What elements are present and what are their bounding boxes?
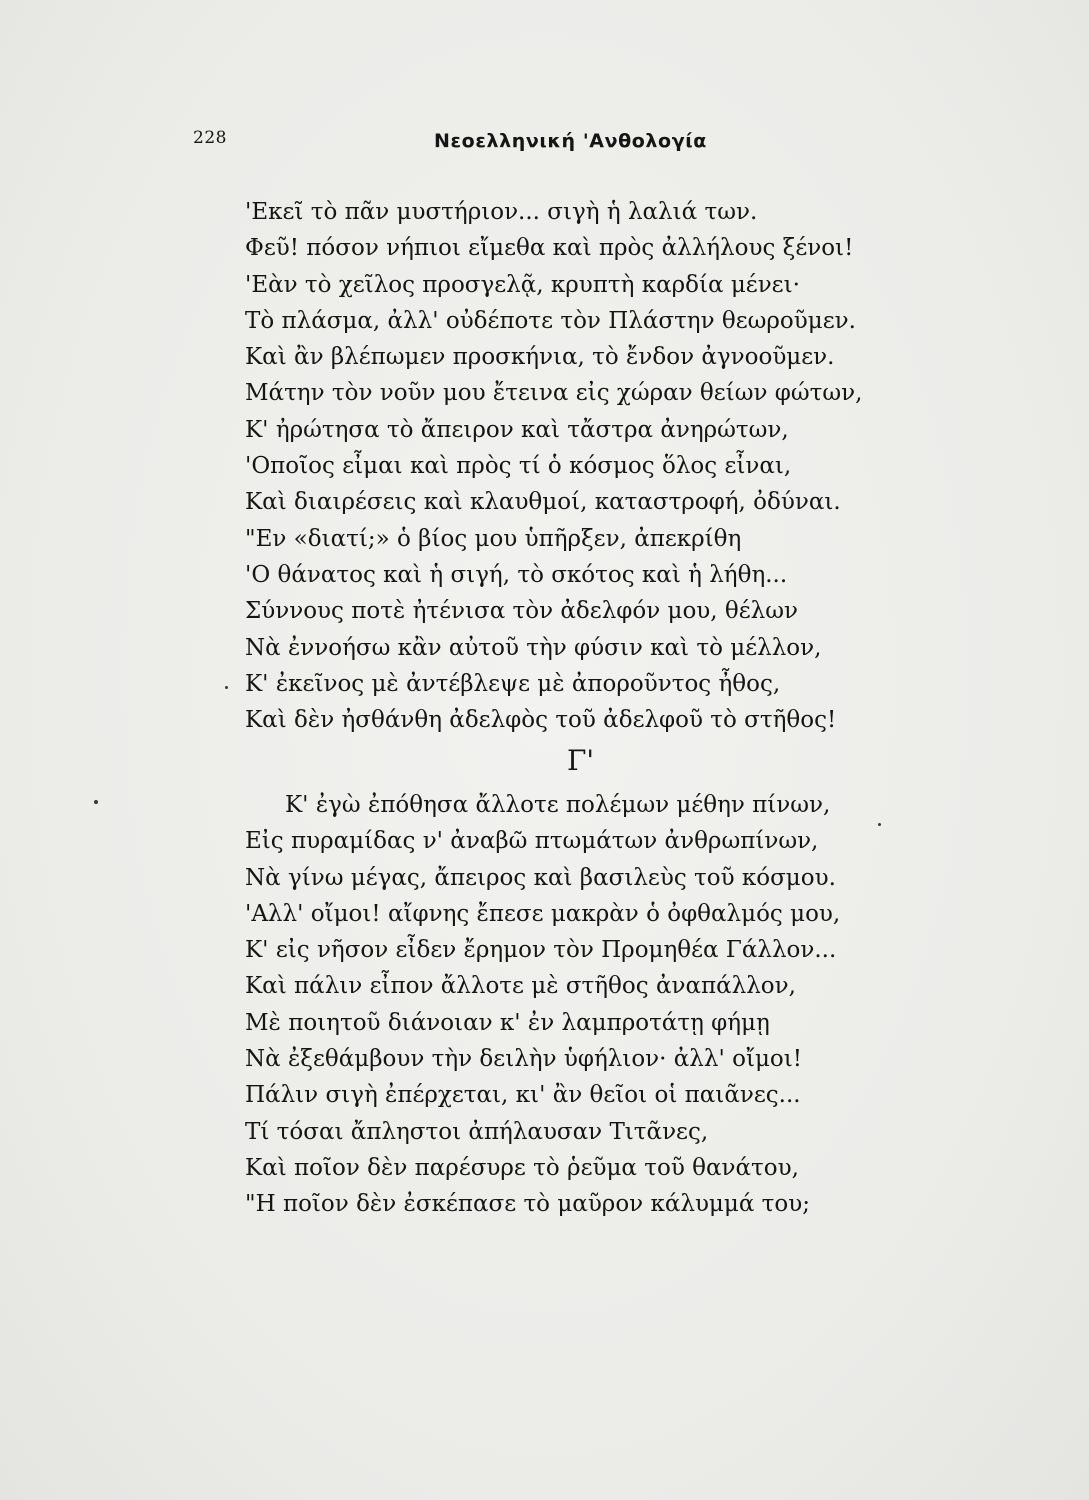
section-mark: Γ': [567, 744, 595, 777]
verse-line: Μάτην τὸν νοῦν μου ἔτεινα εἰς χώραν θείων φώτων,: [245, 380, 863, 407]
verse-line: Εἰς πυραμίδας ν' ἀναβῶ πτωμάτων ἀνθρωπίνων,: [245, 828, 819, 855]
verse-line: Καὶ ποῖον δὲν παρέσυρε τὸ ῥεῦμα τοῦ θανάτου,: [245, 1154, 799, 1181]
running-title: Νεοελληνική 'Ανθολογία: [434, 130, 707, 152]
verse-line: Καὶ πάλιν εἶπον ἄλλοτε μὲ στῆθος ἀναπάλλον,: [245, 973, 796, 1000]
verse-line: Νὰ ἐξεθάμβουν τὴν δειλὴν ὑφήλιον· ἀλλ' οἴμοι!: [245, 1046, 803, 1073]
verse-line: Κ' ἠρώτησα τὸ ἄπειρον καὶ τἄστρα ἀνηρώτων,: [245, 416, 789, 443]
verse-line: Πάλιν σιγὴ ἐπέρχεται, κι' ἂν θεῖοι οἱ παιᾶνες...: [245, 1082, 801, 1109]
verse-line: Καὶ δὲν ἠσθάνθη ἀδελφὸς τοῦ ἀδελφοῦ τὸ στῆθος!: [245, 707, 837, 734]
verse-line: Τί τόσαι ἄπληστοι ἀπήλαυσαν Τιτᾶνες,: [245, 1118, 709, 1145]
verse-line: Κ' ἐγὼ ἐπόθησα ἄλλοτε πολέμων μέθην πίνων,: [285, 792, 831, 818]
page-number: 228: [193, 128, 227, 148]
verse-line: 'Εὰν τὸ χεῖλος προσγελᾷ, κρυπτὴ καρδία μένει·: [245, 271, 800, 298]
stanza-1: [245, 194, 925, 738]
verse-line: Καὶ διαιρέσεις καὶ κλαυθμοί, καταστροφή, ὀδύναι.: [245, 489, 841, 516]
verse-line: 'Εκεῖ τὸ πᾶν μυστήριον... σιγὴ ἡ λαλιά των.: [245, 199, 758, 225]
verse-line: 'Οποῖος εἶμαι καὶ πρὸς τί ὁ κόσμος ὅλος εἶναι,: [245, 453, 792, 480]
verse-line: 'Αλλ' οἴμοι! αἴφνης ἔπεσε μακρὰν ὁ ὀφθαλμός μου,: [245, 900, 841, 927]
verse-line: Νὰ ἐννοήσω κἂν αὐτοῦ τὴν φύσιν καὶ τὸ μέλλον,: [245, 634, 822, 661]
verse-line: 'Ο θάνατος καὶ ἡ σιγή, τὸ σκότος καὶ ἡ λήθη...: [245, 561, 788, 588]
verse-line: Μὲ ποιητοῦ διάνοιαν κ' ἐν λαμπροτάτῃ φήμῃ: [245, 1009, 770, 1036]
paper-speck: [878, 823, 881, 826]
verse-line: Τὸ πλάσμα, ἀλλ' οὐδέποτε τὸν Πλάστην θεωροῦμεν.: [245, 307, 856, 334]
verse-line: Καὶ ἂν βλέπωμεν προσκήνια, τὸ ἔνδον ἀγνοοῦμεν.: [245, 344, 835, 371]
verse-line: "Εν «διατί;» ὁ βίος μου ὑπῆρξεν, ἀπεκρίθη: [245, 525, 742, 552]
verse-line: "Η ποῖον δὲν ἐσκέπασε τὸ μαῦρον κάλυμμά του;: [245, 1191, 810, 1218]
verse-line: Νὰ γίνω μέγας, ἄπειρος καὶ βασιλεὺς τοῦ κόσμου.: [245, 864, 836, 891]
paper-speck: [94, 800, 98, 804]
verse-line: Σύννους ποτὲ ἠτένισα τὸν ἀδελφόν μου, θέλων: [245, 598, 798, 625]
stanza-2: [245, 787, 925, 1223]
verse-line: Φεῦ! πόσον νήπιοι εἴμεθα καὶ πρὸς ἀλλήλους ξένοι!: [245, 235, 854, 262]
verse-line: Κ' εἰς νῆσον εἶδεν ἔρημον τὸν Προμηθέα Γάλλον...: [245, 937, 837, 964]
verse-line: Κ' ἐκεῖνος μὲ ἀντέβλεψε μὲ ἀποροῦντος ἦθος,: [245, 670, 781, 697]
paper-speck: [225, 686, 228, 689]
